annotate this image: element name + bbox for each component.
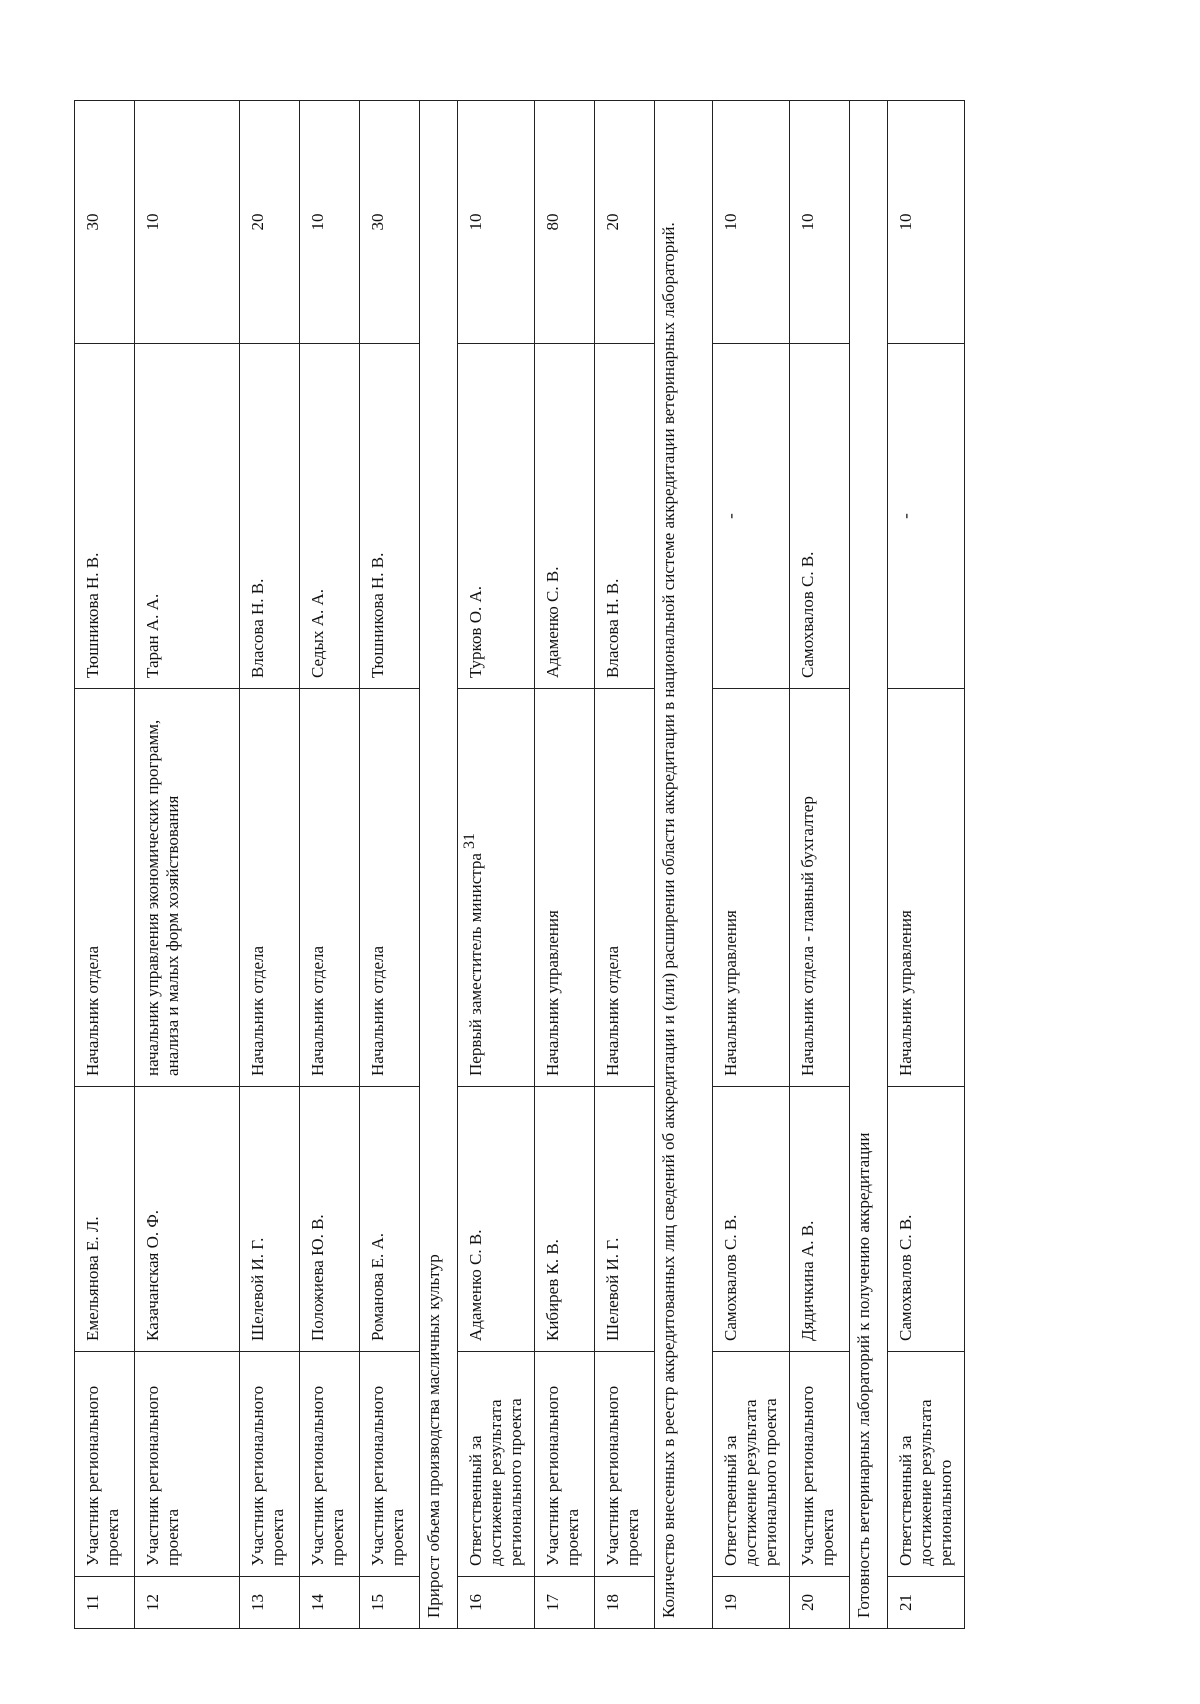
table-row: [360, 101, 420, 1629]
section-title: Количество внесенных в реестр аккредитованных лиц сведений об аккредитации и (или) расширении области аккредитации в национальной системе аккредитации ветеринарных лабораторий.: [655, 101, 713, 1629]
section-title: Готовность ветеринарных лабораторий к получению аккредитации: [850, 101, 888, 1629]
role-cell: Ответственный за достижение результата регионального проекта: [458, 1352, 535, 1577]
supervisor-cell: Тюшникова Н. В.: [75, 344, 135, 689]
role-cell: Участник регионального проекта: [535, 1352, 595, 1577]
supervisor-cell: -: [713, 344, 790, 689]
role-cell: Участник регионального проекта: [595, 1352, 655, 1577]
role-cell: Ответственный за достижение результата регионального проекта: [713, 1352, 790, 1577]
position-cell: Начальник управления: [888, 689, 965, 1087]
share-cell: 10: [300, 101, 360, 344]
role-cell: Участник регионального проекта: [300, 1352, 360, 1577]
table-row: [458, 101, 535, 1629]
row-number: 12: [135, 1577, 240, 1629]
person-name-cell: Емельянова Е. Л.: [75, 1087, 135, 1352]
position-cell: Начальник управления: [713, 689, 790, 1087]
row-number: 19: [713, 1577, 790, 1629]
position-cell: Начальник отдела: [240, 689, 300, 1087]
table-row: [888, 101, 965, 1629]
table-row: [535, 101, 595, 1629]
row-number: 17: [535, 1577, 595, 1629]
role-cell: Участник регионального проекта: [790, 1352, 850, 1577]
share-cell: 80: [535, 101, 595, 344]
share-cell: 10: [713, 101, 790, 344]
row-number: 20: [790, 1577, 850, 1629]
row-number: 15: [360, 1577, 420, 1629]
row-number: 14: [300, 1577, 360, 1629]
table-row: [790, 101, 850, 1629]
share-cell: 20: [240, 101, 300, 344]
person-name-cell: Самохвалов С. В.: [713, 1087, 790, 1352]
position-cell: Начальник отдела - главный бухгалтер: [790, 689, 850, 1087]
supervisor-cell: Адаменко С. В.: [535, 344, 595, 689]
role-cell: Участник регионального проекта: [360, 1352, 420, 1577]
supervisor-cell: Власова Н. В.: [240, 344, 300, 689]
supervisor-cell: Тюшникова Н. В.: [360, 344, 420, 689]
share-cell: 10: [790, 101, 850, 344]
row-number: 21: [888, 1577, 965, 1629]
position-cell: Первый заместитель министра: [458, 689, 535, 1087]
responsibility-table: [74, 100, 965, 1629]
role-cell: Участник регионального проекта: [135, 1352, 240, 1577]
position-cell: Начальник отдела: [300, 689, 360, 1087]
supervisor-cell: Таран А. А.: [135, 344, 240, 689]
person-name-cell: Самохвалов С. В.: [888, 1087, 965, 1352]
row-number: 18: [595, 1577, 655, 1629]
rotated-page-content: [74, 101, 1084, 1629]
row-number: 11: [75, 1577, 135, 1629]
table-row: [300, 101, 360, 1629]
page-number: 31: [461, 833, 478, 849]
table-row: [595, 101, 655, 1629]
share-cell: 20: [595, 101, 655, 344]
table-row: [135, 101, 240, 1629]
person-name-cell: Положиева Ю. В.: [300, 1087, 360, 1352]
position-cell: Начальник отдела: [360, 689, 420, 1087]
person-name-cell: Романова Е. А.: [360, 1087, 420, 1352]
role-cell: Участник регионального проекта: [75, 1352, 135, 1577]
section-header-row: [420, 101, 458, 1629]
table-row: [713, 101, 790, 1629]
section-header-row: [655, 101, 713, 1629]
person-name-cell: Адаменко С. В.: [458, 1087, 535, 1352]
section-title: Прирост объема производства масличных культур: [420, 101, 458, 1629]
supervisor-cell: Власова Н. В.: [595, 344, 655, 689]
person-name-cell: Кибирев К. В.: [535, 1087, 595, 1352]
row-number: 16: [458, 1577, 535, 1629]
table-row: [240, 101, 300, 1629]
position-cell: начальник управления экономических программ, анализа и малых форм хозяйствования: [135, 689, 240, 1087]
position-cell: Начальник отдела: [75, 689, 135, 1087]
supervisor-cell: Самохвалов С. В.: [790, 344, 850, 689]
supervisor-cell: -: [888, 344, 965, 689]
position-cell: Начальник отдела: [595, 689, 655, 1087]
share-cell: 10: [888, 101, 965, 344]
position-cell: Начальник управления: [535, 689, 595, 1087]
person-name-cell: Шелевой И. Г.: [240, 1087, 300, 1352]
share-cell: 30: [360, 101, 420, 344]
section-header-row: [850, 101, 888, 1629]
role-cell: Ответственный за достижение результата регионального: [888, 1352, 965, 1577]
supervisor-cell: Седых А. А.: [300, 344, 360, 689]
person-name-cell: Шелевой И. Г.: [595, 1087, 655, 1352]
person-name-cell: Казачанская О. Ф.: [135, 1087, 240, 1352]
role-cell: Участник регионального проекта: [240, 1352, 300, 1577]
share-cell: 10: [135, 101, 240, 344]
supervisor-cell: Турков О. А.: [458, 344, 535, 689]
share-cell: 10: [458, 101, 535, 344]
share-cell: 30: [75, 101, 135, 344]
row-number: 13: [240, 1577, 300, 1629]
table-row: [75, 101, 135, 1629]
person-name-cell: Дядичкина А. В.: [790, 1087, 850, 1352]
